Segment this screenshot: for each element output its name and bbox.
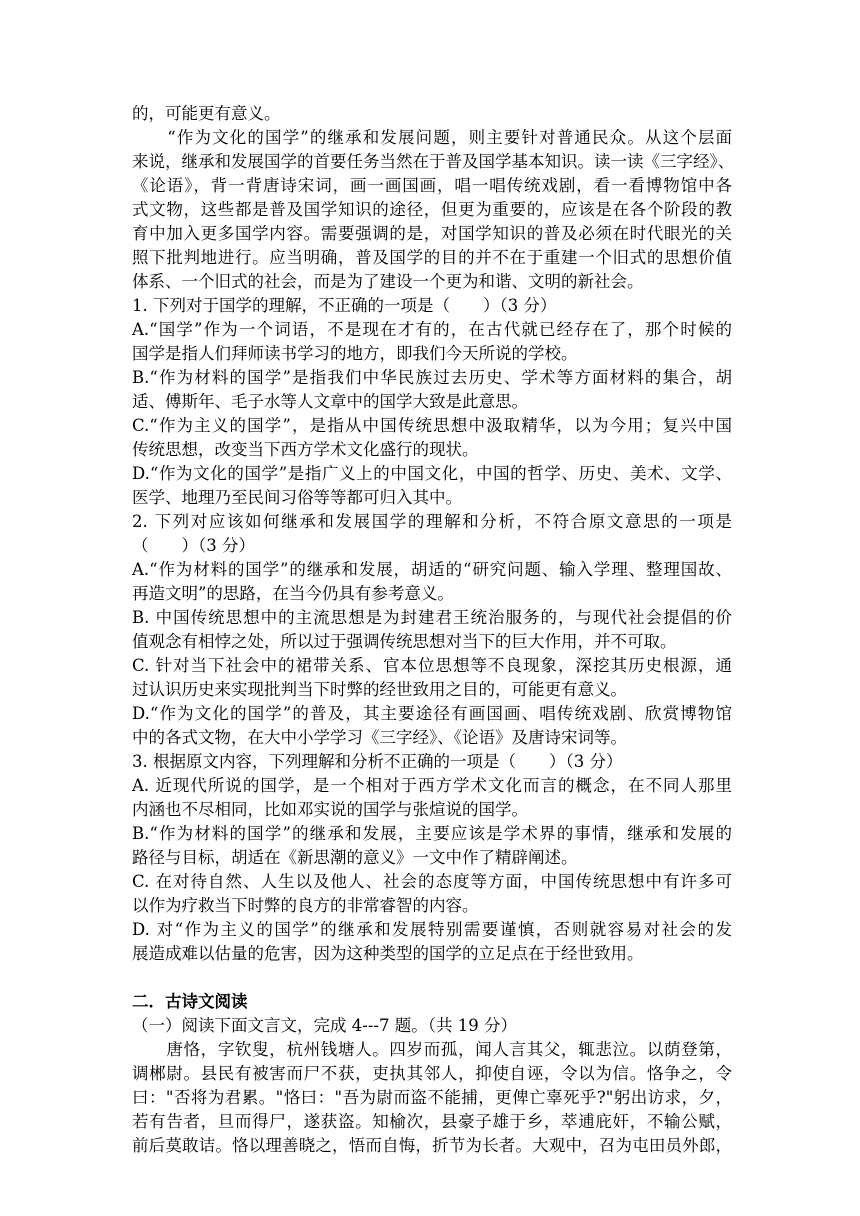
question-1-stem: 1. 下列对于国学的理解，不正确的一项是（ ）（3 分） [132, 296, 557, 315]
option-line: 中的各式文物，在大中小学学习《三字经》、《论语》及唐诗宋词等。 [132, 728, 627, 747]
text-line: 唐恪，字钦叟，杭州钱塘人。四岁而孤，闻人言其父，辄悲泣。以荫登第， [132, 1040, 732, 1059]
question-2-stem: （ ）（3 分） [132, 536, 255, 555]
option-line: B.“作为材料的国学”的继承和发展，主要应该是学术界的事情，继承和发展的 [132, 824, 732, 843]
subsection-heading: （一）阅读下面文言文，完成 4---7 题。（共 19 分） [132, 1016, 517, 1035]
option-line: C. 针对当下社会中的裙带关系、官本位思想等不良现象，深挖其历史根源，通 [132, 656, 732, 675]
option-line: D.“作为文化的国学”是指广义上的中国文化，中国的哲学、历史、美术、文学、 [132, 464, 732, 483]
text-line: 《论语》，背一背唐诗宋词，画一画国画，唱一唱传统戏剧，看一看博物馆中各 [132, 176, 732, 195]
option-line: 再造文明”的思路，在当今仍具有参考意义。 [132, 584, 454, 603]
text-line: 来说，继承和发展国学的首要任务当然在于普及国学基本知识。读一读《三字经》、 [132, 152, 735, 171]
text-line: 育中加入更多国学内容。需要强调的是，对国学知识的普及必须在时代眼光的关 [132, 224, 732, 243]
text-line: 前后莫敢诘。恪以理善晓之，悟而自悔，折节为长者。大观中，召为屯田员外郎， [132, 1136, 732, 1155]
option-line: C.“作为主义的国学”，是指从中国传统思想中汲取精华，以为今用；复兴中国 [132, 416, 732, 435]
option-line: 内涵也不尽相同，比如邓实说的国学与张煊说的国学。 [132, 800, 528, 819]
text-line: 若有告者，旦而得尸，遂获盗。知榆次，县豪子雄于乡，萃逋庇奸，不输公赋， [132, 1112, 732, 1131]
text-line: “作为文化的国学”的继承和发展问题，则主要针对普通民众。从这个层面 [132, 128, 732, 147]
option-line: A.“作为材料的国学”的继承和发展，胡适的“研究问题、输入学理、整理国故、 [132, 560, 732, 579]
text-line: 曰："否将为君累。"恪曰："吾为尉而盗不能捕，更俾亡辜死乎?"躬出访求，夕， [132, 1088, 732, 1107]
option-line: 医学、地理乃至民间习俗等等都可归入其中。 [132, 488, 462, 507]
option-line: 国学是指人们拜师读书学习的地方，即我们今天所说的学校。 [132, 344, 578, 363]
option-line: D.“作为文化的国学”的普及，其主要途径有画国画、唱传统戏剧、欣赏博物馆 [132, 704, 732, 723]
option-line: 展造成难以估量的危害，因为这种类型的国学的立足点在于经世致用。 [132, 944, 644, 963]
text-line: 式文物，这些都是普及国学知识的途径，但更为重要的，应该是在各个阶段的教 [132, 200, 732, 219]
option-line: B.“作为材料的国学”是指我们中华民族过去历史、学术等方面材料的集合，胡 [132, 368, 732, 387]
option-line: B. 中国传统思想中的主流思想是为封建君王统治服务的，与现代社会提倡的价 [132, 608, 732, 627]
option-line: 过认识历史来实现批判当下时弊的经世致用之目的，可能更有意义。 [132, 680, 627, 699]
text-line: 的，可能更有意义。 [132, 104, 281, 123]
section-heading: 二．古诗文阅读 [132, 992, 248, 1011]
option-line: A. 近现代所说的国学，是一个相对于西方学术文化而言的概念，在不同人那里 [132, 776, 732, 795]
question-3-stem: 3. 根据原文内容，下列理解和分析不正确的一项是（ ）（3 分） [132, 752, 623, 771]
text-line: 照下批判地进行。应当明确，普及国学的目的并不在于重建一个旧式的思想价值 [132, 248, 732, 267]
option-line: 值观念有相悖之处，所以过于强调传统思想对当下的巨大作用，并不可取。 [132, 632, 677, 651]
text-line: 体系、一个旧式的社会，而是为了建设一个更为和谐、文明的新社会。 [132, 272, 644, 291]
question-2-stem: 2. 下列对应该如何继承和发展国学的理解和分析，不符合原文意思的一项是 [132, 512, 732, 531]
option-line: A.“国学”作为一个词语，不是现在才有的，在古代就已经存在了，那个时候的 [132, 320, 732, 339]
option-line: 传统思想，改变当下西方学术文化盛行的现状。 [132, 440, 479, 459]
option-line: 以作为疗救当下时弊的良方的非常睿智的内容。 [132, 896, 479, 915]
text-line: 调郴尉。县民有被害而尸不获，吏执其邻人，抑使自诬，令以为信。恪争之，令 [132, 1064, 732, 1083]
option-line: C. 在对待自然、人生以及他人、社会的态度等方面，中国传统思想中有许多可 [132, 872, 732, 891]
option-line: 路径与目标，胡适在《新思潮的意义》一文中作了精辟阐述。 [132, 848, 578, 867]
option-line: D. 对“作为主义的国学”的继承和发展特别需要谨慎，否则就容易对社会的发 [132, 920, 732, 939]
option-line: 适、傅斯年、毛子水等人文章中的国学大致是此意思。 [132, 392, 528, 411]
